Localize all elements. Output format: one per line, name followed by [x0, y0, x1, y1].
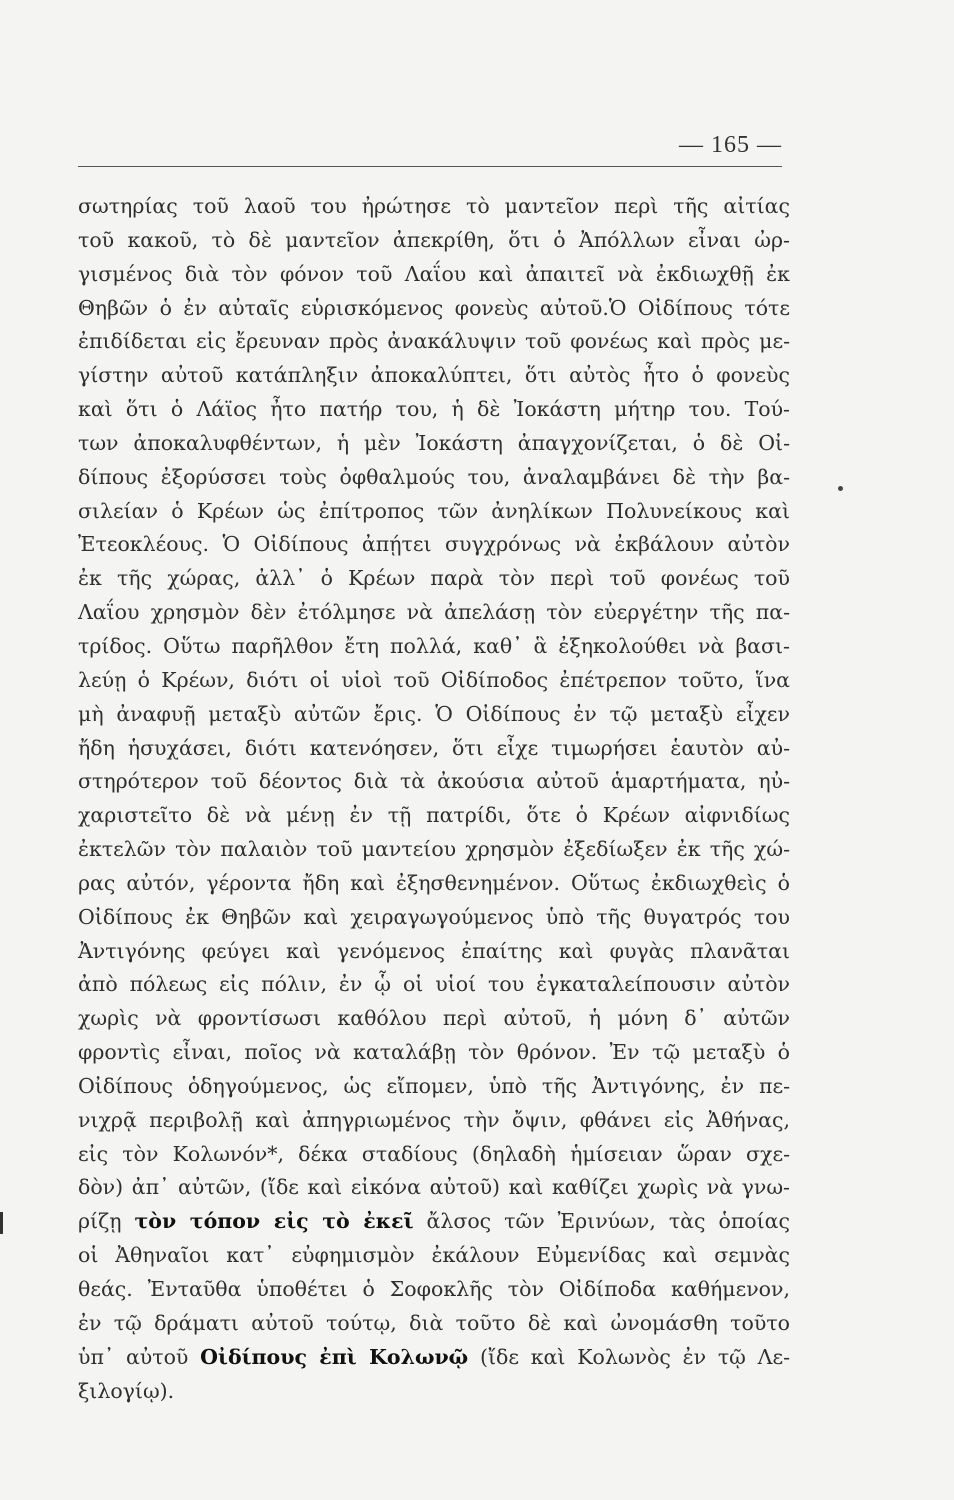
text-line: [78, 1036, 790, 1070]
text-line: [78, 833, 790, 867]
text-segment: σωτηρίας τοῦ λαοῦ του ἠρώτησε τὸ μαντεῖον περὶ τῆς αἰτίας: [78, 194, 790, 218]
text-line: [78, 528, 790, 562]
text-segment: δὸν) ἀπ᾽ αὐτῶν, (ἴδε καὶ εἰκόνα αὐτοῦ) καὶ καθίζει χωρὶς νὰ γνω-: [78, 1175, 790, 1200]
text-segment: καὶ ὅτι ὁ Λάϊος ἦτο πατήρ του, ἡ δὲ Ἰοκάστη μήτηρ του. Τού-: [78, 397, 790, 422]
text-line: [78, 698, 790, 732]
margin-mark: [0, 1212, 3, 1234]
text-line: [78, 867, 790, 901]
text-segment: Οἰδίπους ἐκ Θηβῶν καὶ χειραγωγούμενος ὑπὸ τῆς θυγατρός του: [78, 904, 790, 929]
text-segment: Ἐτεοκλέους. Ὁ Οἰδίπους ἀπῄτει συγχρόνως νὰ ἐκβάλουν αὐτὸν: [78, 532, 790, 557]
text-line: [78, 935, 790, 969]
text-segment: οἱ Ἀθηναῖοι κατ᾽ εὐφημισμὸν ἐκάλουν Εὐμενίδας καὶ σεμνὰς: [78, 1243, 790, 1268]
text-line: [78, 190, 790, 224]
text-segment: ρίζῃ: [78, 1209, 135, 1234]
text-line: [78, 1341, 790, 1375]
margin-mark: [838, 486, 843, 491]
text-segment: σιλείαν ὁ Κρέων ὡς ἐπίτροπος τῶν ἀνηλίκων Πολυνείκους καὶ: [78, 498, 790, 523]
text-line: [78, 359, 790, 393]
text-line: [78, 1375, 790, 1409]
text-line: [78, 292, 790, 326]
text-line: [78, 732, 790, 766]
text-segment: ρας αὐτόν, γέροντα ἤδη καὶ ἐξησθενημένον. Οὕτως ἐκδιωχθεὶς ὁ: [78, 870, 790, 895]
text-line: [78, 799, 790, 833]
text-segment: εἰς τὸν Κολωνόν*, δέκα σταδίους (δηλαδὴ ἡμίσειαν ὥραν σχε-: [78, 1141, 790, 1166]
text-segment: γισμένος διὰ τὸν φόνον τοῦ Λαΐου καὶ ἀπαιτεῖ νὰ ἐκδιωχθῇ ἐκ: [78, 261, 790, 286]
text-line: [78, 1239, 790, 1273]
bold-phrase: τὸν τόπον εἰς τὸ ἐκεῖ: [134, 1209, 414, 1234]
text-segment: Λαΐου χρησμὸν δὲν ἐτόλμησε νὰ ἀπελάσῃ τὸν εὐεργέτην τῆς πα-: [78, 600, 790, 625]
text-segment: (ἴδε καὶ Κολωνὸς ἐν τῷ Λε-: [468, 1344, 791, 1369]
text-segment: ἐκ τῆς χώρας, ἀλλ᾽ ὁ Κρέων παρὰ τὸν περὶ τοῦ φονέως τοῦ: [78, 566, 790, 591]
text-line: [78, 664, 790, 698]
text-segment: Οἰδίπους ὁδηγούμενος, ὡς εἴπομεν, ὑπὸ τῆς Ἀντιγόνης, ἐν πε-: [78, 1073, 790, 1098]
page-header: [78, 128, 782, 168]
text-line: [78, 427, 790, 461]
text-line: [78, 630, 790, 664]
text-segment: λεύῃ ὁ Κρέων, διότι οἱ υἱοὶ τοῦ Οἰδίποδος ἐπέτρεπον τοῦτο, ἵνα: [78, 667, 790, 692]
text-segment: ὑπ᾽ αὐτοῦ: [78, 1344, 201, 1369]
text-segment: ξιλογίῳ).: [78, 1378, 175, 1403]
text-line: [78, 765, 790, 799]
text-line: [78, 596, 790, 630]
text-segment: φροντὶς εἶναι, ποῖος νὰ καταλάβῃ τὸν θρόνον. Ἐν τῷ μεταξὺ ὁ: [78, 1040, 790, 1065]
text-segment: ἄλσος τῶν Ἐρινύων, τὰς ὁποίας: [413, 1209, 791, 1234]
text-line: [78, 901, 790, 935]
body-text: [78, 190, 790, 1408]
text-segment: χωρὶς νὰ φροντίσωσι καθόλου περὶ αὐτοῦ, ἡ μόνη δ᾽ αὐτῶν: [78, 1006, 790, 1031]
text-segment: τρίδος. Οὕτω παρῆλθον ἔτη πολλά, καθ᾽ ἃ ἐξηκολούθει νὰ βασι-: [78, 633, 790, 658]
text-segment: τοῦ κακοῦ, τὸ δὲ μαντεῖον ἀπεκρίθη, ὅτι ὁ Ἀπόλλων εἶναι ὠρ-: [78, 227, 790, 252]
header-rule: [78, 166, 782, 167]
text-line: [78, 1104, 790, 1138]
text-segment: στηρότερον τοῦ δέοντος διὰ τὰ ἀκούσια αὐτοῦ ἁμαρτήματα, ηὐ-: [78, 769, 790, 794]
text-segment: ἐκτελῶν τὸν παλαιὸν τοῦ μαντείου χρησμὸν ἐξεδίωξεν ἐκ τῆς χώ-: [78, 837, 790, 862]
text-segment: θεάς. Ἐνταῦθα ὑποθέτει ὁ Σοφοκλῆς τὸν Οἰδίποδα καθήμενον,: [78, 1277, 790, 1301]
text-line: [78, 258, 790, 292]
text-line: [78, 325, 790, 359]
text-segment: ἀπὸ πόλεως εἰς πόλιν, ἐν ᾧ οἱ υἱοί του ἐγκαταλείπουσιν αὐτὸν: [78, 972, 790, 997]
text-segment: Θηβῶν ὁ ἐν αὐταῖς εὑρισκόμενος φονεὺς αὐτοῦ.Ὁ Οἰδίπους τότε: [78, 295, 790, 320]
text-line: [78, 461, 790, 495]
bold-phrase: Οἰδίπους ἐπὶ Κολωνῷ: [200, 1344, 469, 1369]
text-segment: γίστην αὐτοῦ κατάπληξιν ἀποκαλύπτει, ὅτι αὐτὸς ἦτο ὁ φονεὺς: [78, 363, 790, 388]
text-line: [78, 393, 790, 427]
text-segment: Ἀντιγόνης φεύγει καὶ γενόμενος ἐπαίτης καὶ φυγὰς πλανᾶται: [78, 938, 790, 963]
text-segment: χαριστεῖτο δὲ νὰ μένῃ ἐν τῇ πατρίδι, ὅτε ὁ Κρέων αἰφνιδίως: [78, 803, 790, 828]
text-line: [78, 1002, 790, 1036]
text-segment: νιχρᾷ περιβολῇ καὶ ἀπηγριωμένος τὴν ὄψιν, φθάνει εἰς Ἀθήνας,: [78, 1107, 790, 1132]
text-line: [78, 968, 790, 1002]
text-line: [78, 224, 790, 258]
text-line: [78, 1138, 790, 1172]
text-line: [78, 1171, 790, 1205]
text-line: [78, 1307, 790, 1341]
text-segment: μὴ ἀναφυῇ μεταξὺ αὐτῶν ἔρις. Ὁ Οἰδίπους ἐν τῷ μεταξὺ εἶχεν: [78, 701, 790, 726]
page-number: — 165 —: [679, 132, 782, 158]
text-segment: των ἀποκαλυφθέντων, ἡ μὲν Ἰοκάστη ἀπαγχονίζεται, ὁ δὲ Οἰ-: [78, 430, 790, 455]
text-segment: δίπους ἐξορύσσει τοὺς ὀφθαλμούς του, ἀναλαμβάνει δὲ τὴν βα-: [78, 464, 790, 489]
text-line: [78, 495, 790, 529]
text-line: [78, 562, 790, 596]
text-line: [78, 1273, 790, 1307]
text-line: [78, 1205, 790, 1239]
text-segment: ἤδη ἡσυχάσει, διότι κατενόησεν, ὅτι εἶχε τιμωρήσει ἑαυτὸν αὐ-: [78, 735, 790, 760]
text-segment: ἐπιδίδεται εἰς ἔρευναν πρὸς ἀνακάλυψιν τοῦ φονέως καὶ πρὸς με-: [78, 329, 790, 354]
text-segment: ἐν τῷ δράματι αὐτοῦ τούτῳ, διὰ τοῦτο δὲ καὶ ὠνομάσθη τοῦτο: [78, 1310, 790, 1335]
text-line: [78, 1070, 790, 1104]
